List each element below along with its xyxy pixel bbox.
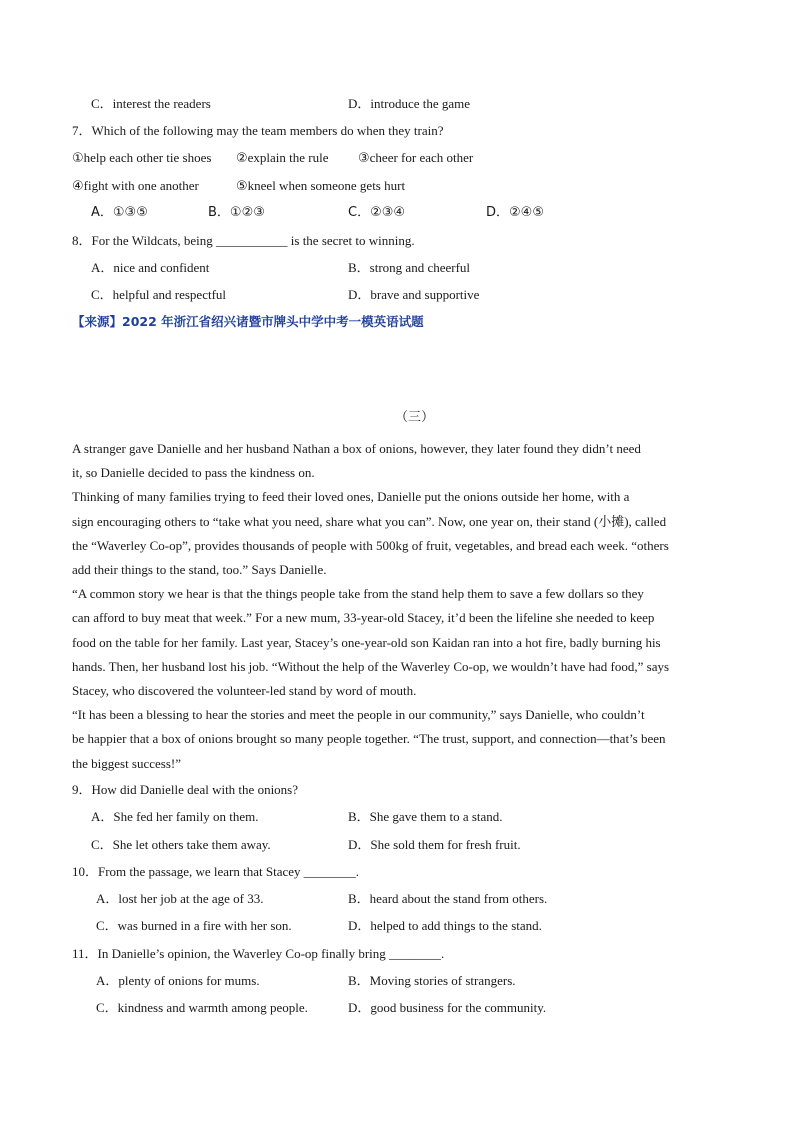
- passage-line: Thinking of many families trying to feed their loved ones, Danielle put the onions outside her home, with a: [72, 489, 630, 505]
- passage-line: food on the table for her family. Last year, Stacey’s one-year-old son Kaidan ran into a hot fire, badly burning his: [72, 634, 661, 650]
- q7-item-1-text: help each other tie shoes: [83, 150, 212, 165]
- q11-option-d: D．good business for the community.: [348, 1000, 547, 1015]
- q10-stem: 10．From the passage, we learn that Stacey ________.: [72, 864, 360, 879]
- q7-item-5: [236, 178, 405, 195]
- passage-line: “A common story we hear is that the things people take from the stand help them to save a few dollars so they: [72, 586, 644, 602]
- passage-line: be happier that a box of onions brought so many people together. “The trust, support, and connection—that’s been: [72, 731, 666, 747]
- q9-option-a: A．She fed her family on them.: [91, 809, 259, 824]
- q9-option-c: C．She let others take them away.: [91, 837, 271, 852]
- q8-option-b: B．strong and cheerful: [348, 260, 471, 275]
- passage-line: can afford to buy meat that week.” For a new mum, 33-year-old Stacey, it’d been the lifeline she needed to keep: [72, 610, 655, 626]
- q7-item-2-num: ②: [236, 151, 248, 166]
- q7-item-1: [72, 150, 211, 167]
- q7-option-b: B．①②③: [208, 205, 265, 220]
- passage-line: A stranger gave Danielle and her husband Nathan a box of onions, however, they later found they didn’t need: [72, 441, 641, 456]
- q7-option-a: A．①③⑤: [91, 205, 148, 220]
- passage: [72, 437, 722, 776]
- q7-item-3: [358, 150, 473, 167]
- q11-stem: 11．In Danielle’s opinion, the Waverley Co-op finally bring ________.: [72, 946, 445, 961]
- passage-line: the biggest success!”: [72, 755, 182, 771]
- q7-item-2-text: explain the rule: [247, 150, 329, 165]
- q10-option-d: D．helped to add things to the stand.: [348, 918, 542, 933]
- q10-option-a: A．lost her job at the age of 33.: [96, 891, 264, 906]
- passage-line: “It has been a blessing to hear the stories and meet the people in our community,” says Danielle, who couldn’t: [72, 707, 645, 723]
- q7-stem: 7．Which of the following may the team members do when they train?: [72, 123, 444, 138]
- q8-stem: 8．For the Wildcats, being ___________ is the secret to winning.: [72, 233, 415, 248]
- q7-item-1-num: ①: [72, 151, 84, 166]
- q6-option-d: D．introduce the game: [348, 96, 471, 111]
- q7-item-3-num: ③: [358, 151, 370, 166]
- passage-line: the “Waverley Co-op”, provides thousands of people with 500kg of fruit, vegetables, and bread each week. “others: [72, 537, 669, 553]
- q7-item-2: [236, 150, 329, 167]
- q7-item-4-text: fight with one another: [83, 178, 199, 193]
- q11-option-a: A．plenty of onions for mums.: [96, 973, 260, 988]
- q7-item-4-num: ④: [72, 179, 84, 194]
- q7-item-5-num: ⑤: [236, 179, 248, 194]
- section-title: （三）: [394, 409, 434, 424]
- passage-line: Stacey, who discovered the volunteer-led stand by word of mouth.: [72, 683, 417, 699]
- q9-option-b: B．She gave them to a stand.: [348, 809, 503, 824]
- source-note: 【来源】2022 年浙江省绍兴诸暨市牌头中学中考一模英语试题: [72, 314, 424, 329]
- q6-option-c: C．interest the readers: [91, 96, 211, 111]
- q11-option-c: C．kindness and warmth among people.: [96, 1000, 308, 1015]
- passage-line: it, so Danielle decided to pass the kindness on.: [72, 465, 315, 481]
- q10-option-c: C．was burned in a fire with her son.: [96, 918, 292, 933]
- q7-item-5-text: kneel when someone gets hurt: [247, 178, 406, 193]
- q8-option-a: A．nice and confident: [91, 260, 210, 275]
- passage-line: add their things to the stand, too.” Says Danielle.: [72, 562, 327, 578]
- q7-option-c: C．②③④: [348, 205, 406, 220]
- q8-option-d: D．brave and supportive: [348, 287, 480, 302]
- q9-stem: 9．How did Danielle deal with the onions?: [72, 782, 299, 797]
- passage-line: sign encouraging others to “take what you need, share what you can”. Now, one year on, their stand (小摊), called: [72, 513, 667, 529]
- q8-option-c: C．helpful and respectful: [91, 287, 227, 302]
- q7-option-d: D．②④⑤: [486, 205, 544, 220]
- q10-option-b: B．heard about the stand from others.: [348, 891, 548, 906]
- q7-item-4: [72, 178, 199, 195]
- passage-line: hands. Then, her husband lost his job. “Without the help of the Waverley Co-op, we wouldn’t have had food,” says: [72, 658, 670, 674]
- q7-item-3-text: cheer for each other: [369, 150, 474, 165]
- q11-option-b: B．Moving stories of strangers.: [348, 973, 516, 988]
- q9-option-d: D．She sold them for fresh fruit.: [348, 837, 521, 852]
